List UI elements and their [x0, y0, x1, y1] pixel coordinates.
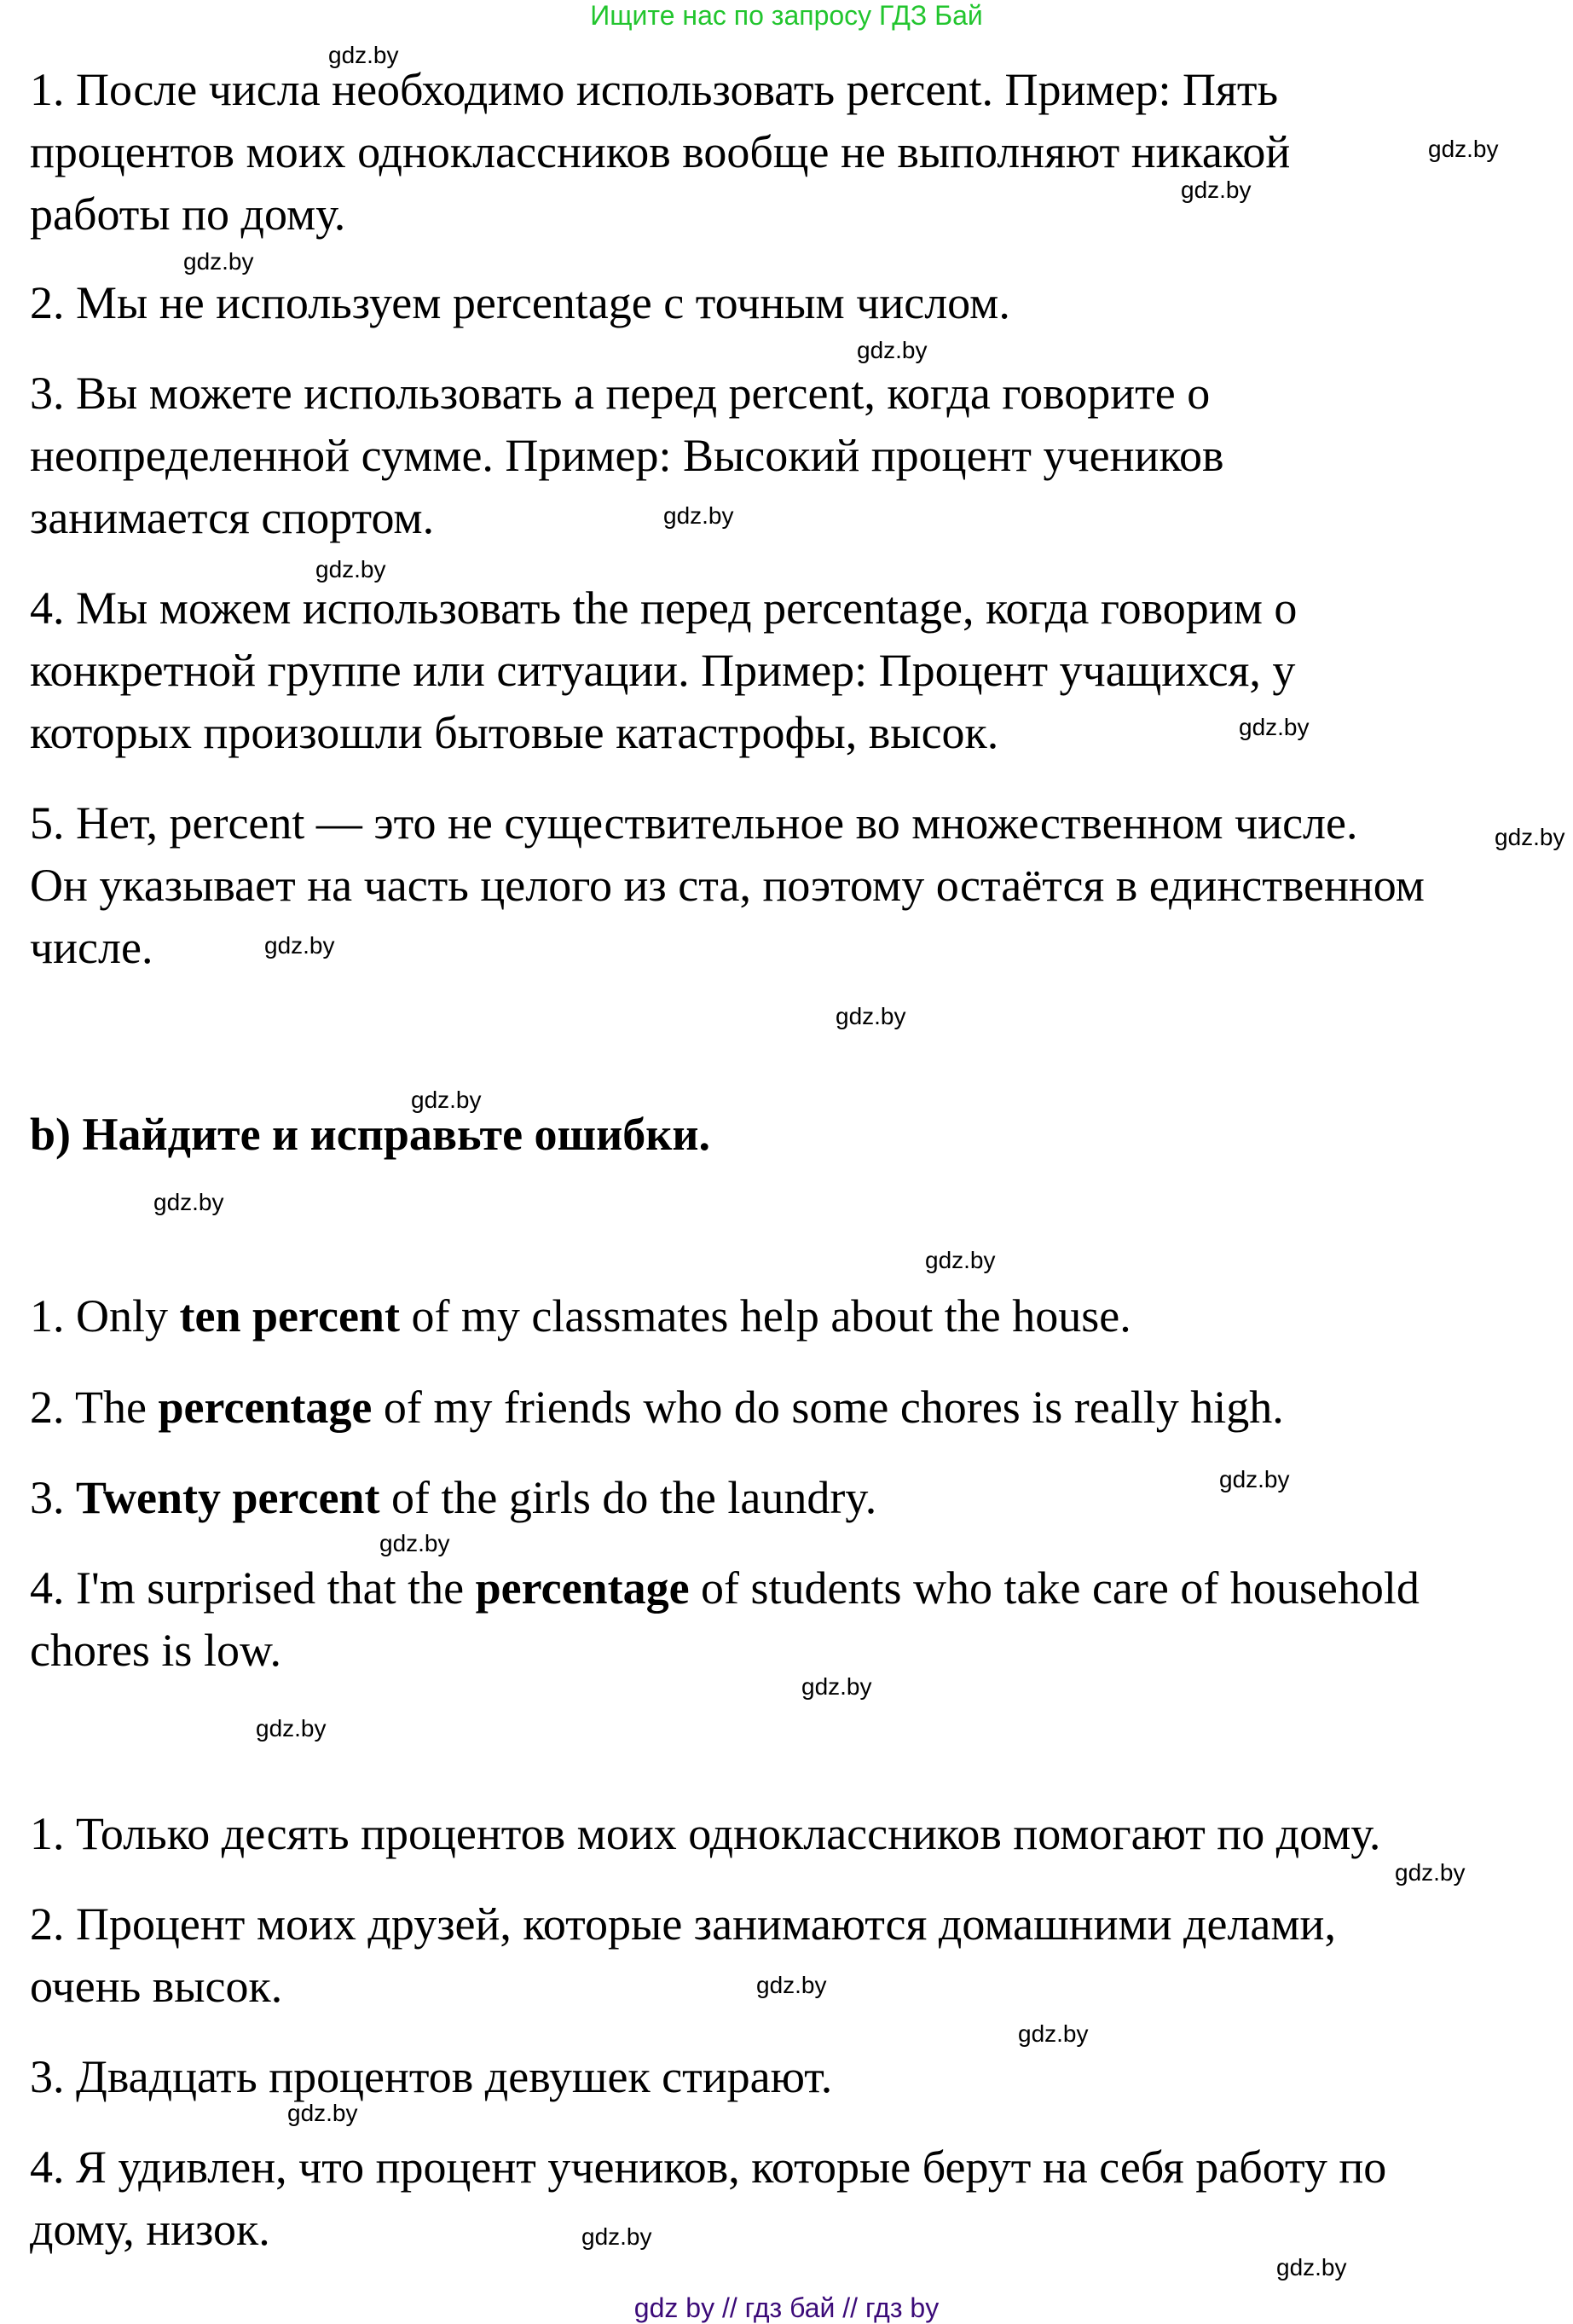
watermark: gdz.by: [581, 2223, 652, 2250]
correction-3: [30, 1472, 876, 1523]
correction-2: [30, 1382, 1284, 1433]
watermark: gdz.by: [315, 556, 386, 582]
correction-4-pre: 4. I'm surprised that the: [30, 1562, 476, 1614]
translation-4-line-1: 4. Я удивлен, что процент учеников, которые берут на себя работу по: [30, 2141, 1387, 2193]
correction-1-post: of my classmates help about the house.: [399, 1290, 1131, 1342]
answer-5-line-1: 5. Нет, percent — это не существительное во множественном числе.: [30, 797, 1358, 849]
translation-3-line-1: 3. Двадцать процентов девушек стирают.: [30, 2051, 833, 2102]
correction-4-bold: percentage: [475, 1562, 690, 1614]
answer-2-line-1: 2. Мы не используем percentage с точным числом.: [30, 277, 1010, 328]
watermark: gdz.by: [1181, 177, 1252, 203]
answer-3-line-2: неопределенной сумме. Пример: Высокий процент учеников: [30, 430, 1224, 481]
correction-4-line-1: [30, 1562, 1420, 1614]
answer-3-line-1: 3. Вы можете использовать a перед percent, когда говорите о: [30, 368, 1211, 419]
answer-1-line-3: работы по дому.: [30, 188, 346, 240]
answer-4-line-2: конкретной группе или ситуации. Пример: Процент учащихся, у: [30, 645, 1296, 696]
correction-3-post: of the girls do the laundry.: [379, 1472, 877, 1523]
answer-1-line-2: процентов моих одноклассников вообще не выполняют никакой: [30, 126, 1291, 177]
watermark: gdz.by: [256, 1715, 327, 1742]
watermark: gdz.by: [801, 1673, 872, 1700]
watermark: gdz.by: [153, 1189, 224, 1215]
watermark: gdz.by: [328, 42, 399, 68]
watermark: gdz.by: [1395, 1859, 1466, 1886]
translation-2-line-2: очень высок.: [30, 1961, 283, 2012]
watermark: gdz.by: [756, 1972, 827, 1998]
answer-5-line-3: числе.: [30, 922, 153, 973]
answer-1-line-1: 1. После числа необходимо использовать percent. Пример: Пять: [30, 64, 1279, 115]
correction-4-line-2: chores is low.: [30, 1625, 281, 1676]
watermark: gdz.by: [857, 337, 928, 363]
watermark: gdz.by: [1276, 2254, 1347, 2281]
correction-1-bold: ten percent: [179, 1290, 400, 1342]
watermark: gdz.by: [379, 1530, 450, 1556]
watermark: gdz.by: [287, 2100, 358, 2126]
answer-4-line-1: 4. Мы можем использовать the перед percentage, когда говорим о: [30, 582, 1298, 634]
correction-2-pre: 2. The: [30, 1382, 159, 1433]
answer-4-line-3: которых произошли бытовые катастрофы, высок.: [30, 707, 999, 758]
correction-1: [30, 1290, 1131, 1342]
watermark: gdz.by: [1219, 1466, 1290, 1492]
watermark: gdz.by: [411, 1087, 482, 1113]
watermark: gdz.by: [925, 1247, 996, 1273]
footer-links[interactable]: gdz by // гдз бай // гдз by: [633, 2292, 940, 2323]
correction-1-pre: 1. Only: [30, 1290, 180, 1342]
watermark: gdz.by: [264, 932, 335, 959]
answer-5-line-2: Он указывает на часть целого из ста, поэтому остаётся в единственном: [30, 860, 1425, 911]
watermark: gdz.by: [1428, 136, 1499, 162]
header-search-banner[interactable]: Ищите нас по запросу ГДЗ Бай: [590, 0, 983, 31]
translation-2-line-1: 2. Процент моих друзей, которые занимаются домашними делами,: [30, 1898, 1336, 1950]
correction-2-bold: percentage: [158, 1382, 373, 1433]
translation-4-line-2: дому, низок.: [30, 2204, 270, 2255]
correction-3-bold: Twenty percent: [76, 1472, 380, 1523]
answer-3-line-3: занимается спортом.: [30, 492, 435, 543]
watermark: gdz.by: [1018, 2020, 1089, 2047]
part-b-heading: b) Найдите и исправьте ошибки.: [30, 1109, 710, 1160]
watermark: gdz.by: [1495, 824, 1565, 850]
watermark: gdz.by: [836, 1003, 906, 1029]
watermark: gdz.by: [183, 248, 254, 275]
correction-3-pre: 3.: [30, 1472, 76, 1523]
translation-1-line-1: 1. Только десять процентов моих одноклассников помогают по дому.: [30, 1808, 1381, 1859]
watermark: gdz.by: [1239, 714, 1310, 740]
watermark: gdz.by: [663, 502, 734, 529]
correction-2-post: of my friends who do some chores is really high.: [372, 1382, 1284, 1433]
correction-4-post: of students who take care of household: [689, 1562, 1420, 1614]
